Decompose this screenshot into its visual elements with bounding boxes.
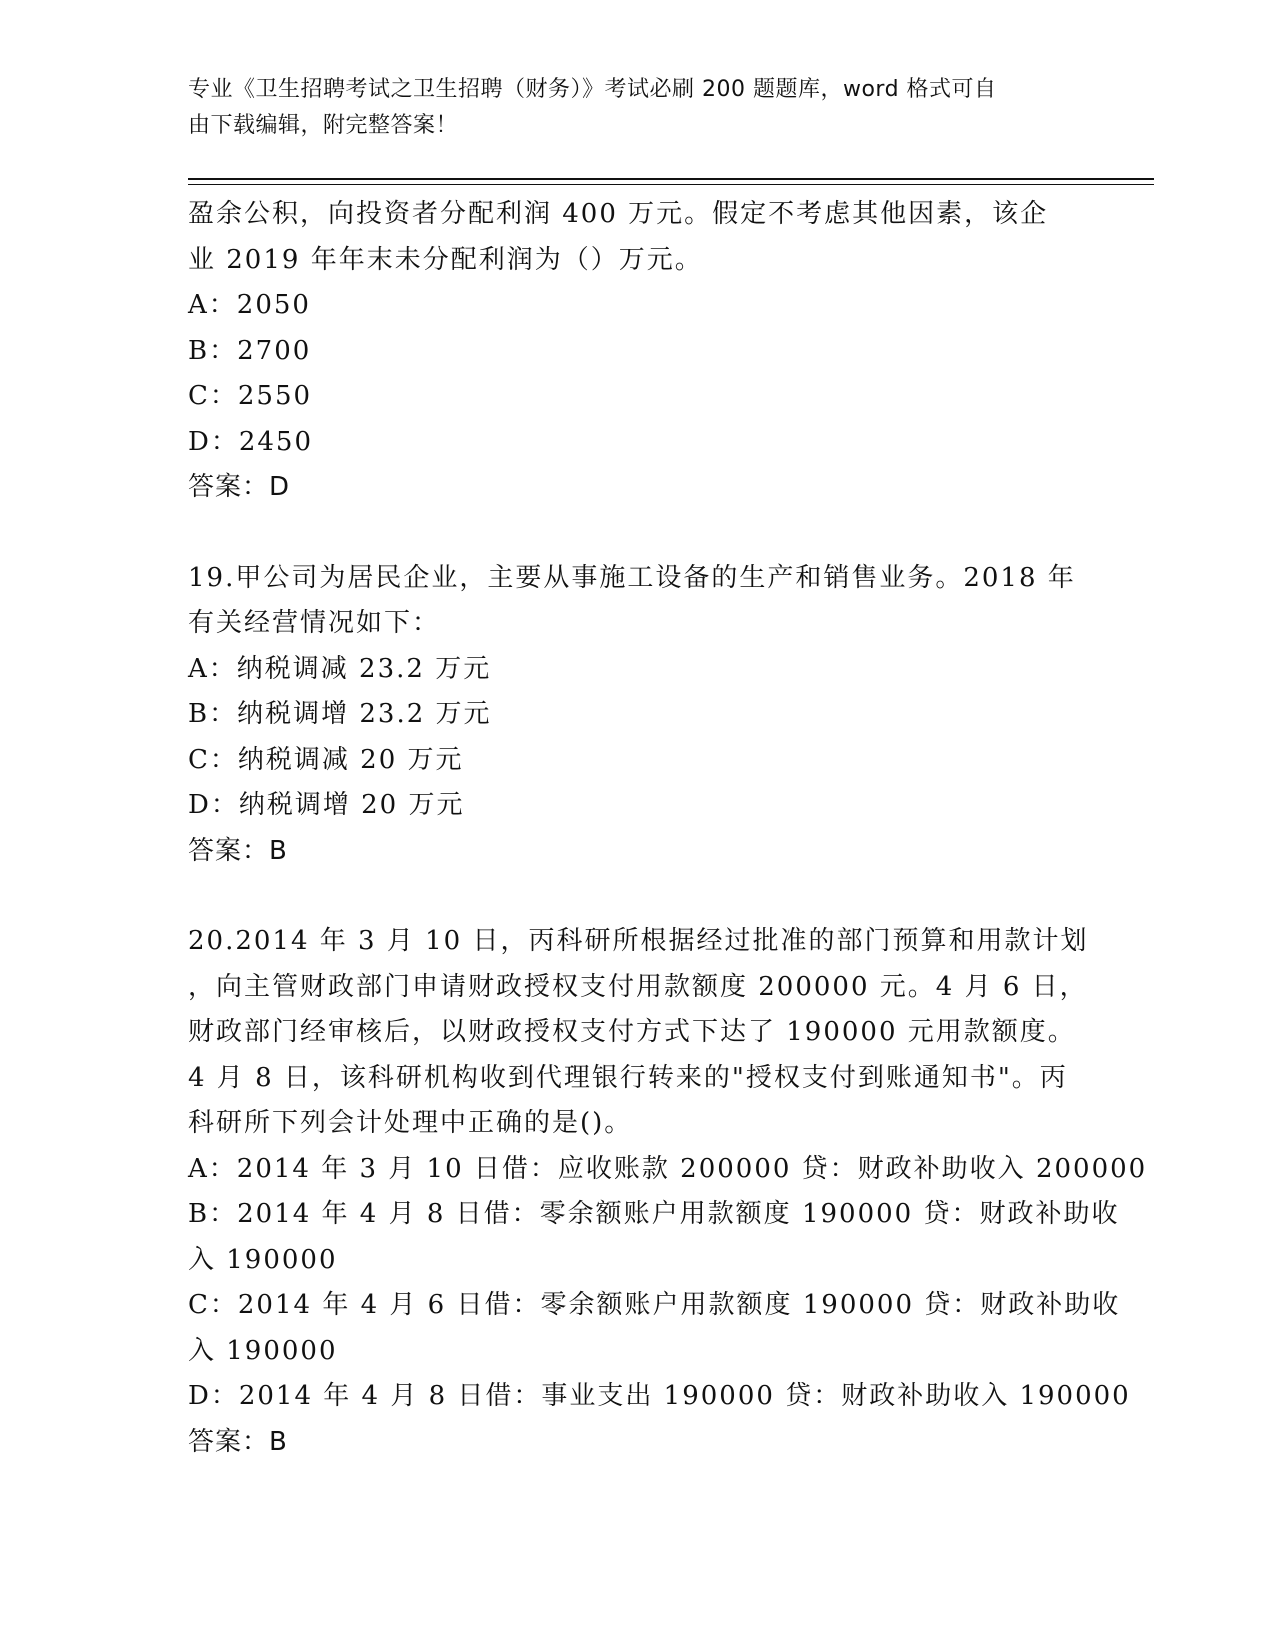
question-19 <box>188 556 1108 875</box>
question-20 <box>188 919 1148 1465</box>
option-d: D：纳税调增 20 万元 <box>188 790 465 820</box>
option-a: A：纳税调减 23.2 万元 <box>188 653 492 684</box>
option-c: C：纳税调减 20 万元 <box>188 744 464 775</box>
header-line-1: 专业《卫生招聘考试之卫生招聘（财务）》考试必刷 200 题题库，word 格式可自 <box>188 77 997 102</box>
option-d: D：2450 <box>188 426 314 457</box>
option-b-continued: 入 190000 <box>188 1244 338 1275</box>
question-list <box>188 192 1148 1465</box>
question-stem-line: 4 月 8 日，该科研机构收到代理银行转来的"授权支付到账通知书"。丙 <box>188 1062 1068 1093</box>
question-stem-line: 19.甲公司为居民企业，主要从事施工设备的生产和销售业务。2018 年 <box>188 562 1076 593</box>
question-stem-line: ，向主管财政部门申请财政授权支付用款额度 200000 元。4 月 6 日， <box>188 971 1088 1002</box>
spacer <box>188 874 1108 919</box>
question-stem-line: 盈余公积，向投资者分配利润 400 万元。假定不考虑其他因素，该企 <box>188 199 1049 229</box>
option-b: B：2014 年 4 月 8 日借：零余额账户用款额度 190000 贷：财政补助收 <box>188 1199 1120 1229</box>
option-d: D：2014 年 4 月 8 日借：事业支出 190000 贷：财政补助收入 190000 <box>188 1381 1131 1411</box>
option-b: B：2700 <box>188 335 312 366</box>
question-stem-line: 有关经营情况如下： <box>188 608 441 638</box>
question-stem-line: 科研所下列会计处理中正确的是()。 <box>188 1108 633 1138</box>
answer-label: 答案：B <box>188 1426 288 1457</box>
option-c: C：2014 年 4 月 6 日借：零余额账户用款额度 190000 贷：财政补助收 <box>188 1290 1121 1320</box>
header-line-2: 由下载编辑，附完整答案！ <box>188 113 459 138</box>
option-c-continued: 入 190000 <box>188 1335 338 1366</box>
question-stem-line: 20.2014 年 3 月 10 日，丙科研所根据经过批准的部门预算和用款计划 <box>188 926 1089 956</box>
option-b: B：纳税调增 23.2 万元 <box>188 699 492 729</box>
question-stem-line: 财政部门经审核后，以财政授权支付方式下达了 190000 元用款额度。 <box>188 1017 1076 1047</box>
header-divider-thin <box>188 184 1154 185</box>
answer-label: 答案：B <box>188 835 288 866</box>
answer-label: 答案：D <box>188 472 291 502</box>
option-c: C：2550 <box>188 381 313 411</box>
question-18 <box>188 192 1108 511</box>
header-divider-thick <box>188 178 1154 180</box>
option-a: A：2050 <box>188 290 311 320</box>
question-stem-line: 业 2019 年年末未分配利润为（）万元。 <box>188 244 703 275</box>
page-header <box>188 72 1068 144</box>
spacer <box>188 511 1108 556</box>
option-a: A：2014 年 3 月 10 日借：应收账款 200000 贷：财政补助收入 200000 <box>188 1153 1148 1184</box>
